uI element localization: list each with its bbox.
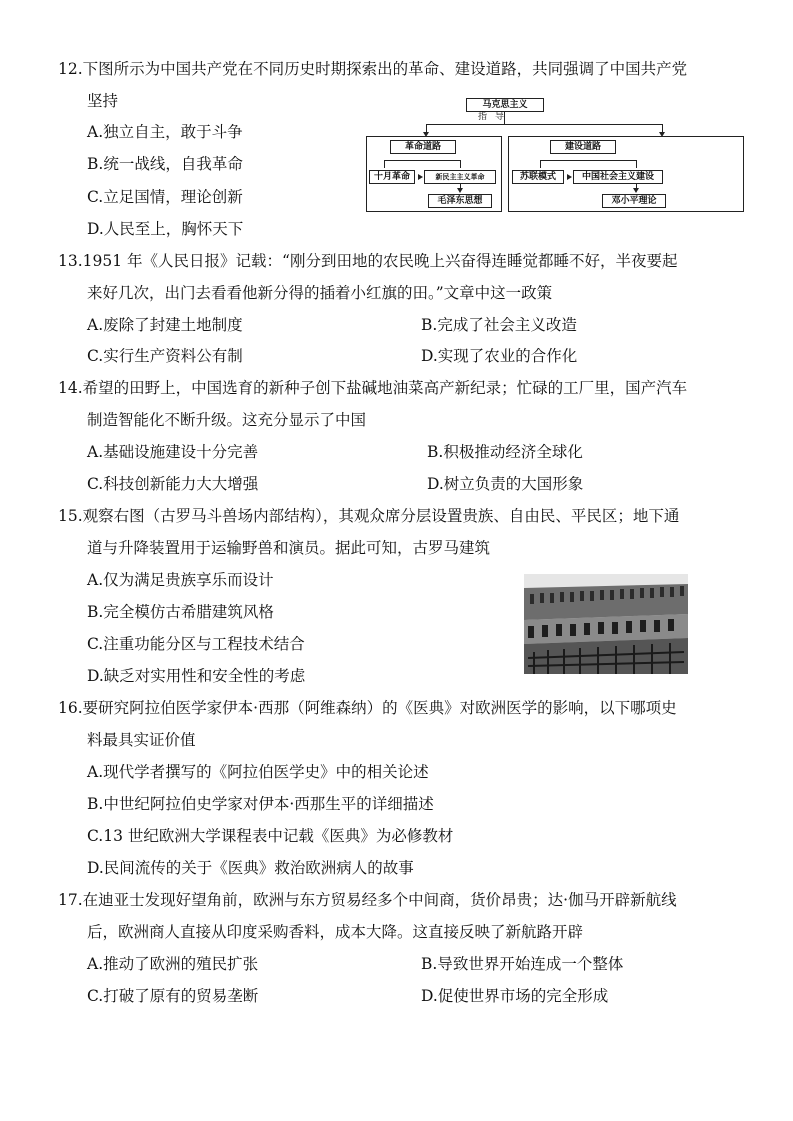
marxism-flow-diagram <box>366 98 744 214</box>
diagram-connector <box>384 160 460 161</box>
question-15-option-c: C.注重功能分区与工程技术结合 <box>87 635 305 653</box>
diagram-guide-label: 指导 <box>478 112 513 122</box>
question-15-option-d: D.缺乏对实用性和安全性的考虑 <box>87 667 306 685</box>
question-17-option-d: D.促使世界市场的完全形成 <box>421 987 609 1005</box>
diagram-connector <box>384 160 385 168</box>
question-16-option-a: A.现代学者撰写的《阿拉伯医学史》中的相关论述 <box>87 763 429 781</box>
question-12-option-b: B.统一战线，自我革命 <box>87 155 243 173</box>
question-15-option-b: B.完全模仿古希腊建筑风格 <box>87 603 274 621</box>
revolution-road-box: 革命道路 <box>390 140 456 154</box>
question-16-option-c: C.13 世纪欧洲大学课程表中记载《医典》为必修教材 <box>87 827 454 845</box>
question-15-option-a: A.仅为满足贵族享乐而设计 <box>87 571 274 589</box>
question-14-stem-line2: 制造智能化不断升级。这充分显示了中国 <box>87 411 367 429</box>
arrow-icon <box>633 188 639 193</box>
new-democratic-revolution-box: 新民主主义革命 <box>424 170 496 184</box>
question-12-option-a: A.独立自主，敢于斗争 <box>87 123 243 141</box>
question-13-option-d: D.实现了农业的合作化 <box>421 347 578 365</box>
diagram-connector <box>460 160 461 168</box>
question-13-option-a: A.废除了封建土地制度 <box>87 316 243 334</box>
question-12-stem-line2: 坚持 <box>87 92 119 110</box>
question-15-stem-line2: 道与升降装置用于运输野兽和演员。据此可知，古罗马建筑 <box>87 539 491 557</box>
question-13-option-c: C.实行生产资料公有制 <box>87 347 243 365</box>
china-socialist-construction-box: 中国社会主义建设 <box>573 170 663 184</box>
diagram-connector <box>540 160 541 168</box>
deng-xiaoping-theory-box: 邓小平理论 <box>602 194 666 208</box>
question-17-option-c: C.打破了原有的贸易垄断 <box>87 987 259 1005</box>
diagram-connector <box>426 124 663 125</box>
question-14-option-c: C.科技创新能力大大增强 <box>87 475 259 493</box>
arrow-icon <box>567 174 572 180</box>
question-16-stem-line2: 料最具实证价值 <box>87 731 196 749</box>
diagram-connector <box>636 160 637 168</box>
question-16-stem-line1: 16.要研究阿拉伯医学家伊本·西那（阿维森纳）的《医典》对欧洲医学的影响，以下哪项史 <box>58 699 677 717</box>
question-17-stem-line2: 后，欧洲商人直接从印度采购香料，成本大降。这直接反映了新航路开辟 <box>87 923 584 941</box>
question-13-stem-line2: 来好几次，出门去看看他新分得的插着小红旗的田。”文章中这一政策 <box>87 284 553 302</box>
question-12-stem-line1: 12.下图所示为中国共产党在不同历史时期探索出的革命、建设道路，共同强调了中国共产党 <box>58 60 688 78</box>
colosseum-photo <box>524 574 688 674</box>
question-16-option-d: D.民间流传的关于《医典》救治欧洲病人的故事 <box>87 859 414 877</box>
mao-zedong-thought-box: 毛泽东思想 <box>428 194 492 208</box>
question-17-option-b: B.导致世界开始连成一个整体 <box>421 955 624 973</box>
diagram-connector <box>540 160 636 161</box>
question-14-option-a: A.基础设施建设十分完善 <box>87 443 259 461</box>
question-16-option-b: B.中世纪阿拉伯史学家对伊本·西那生平的详细描述 <box>87 795 434 813</box>
question-17-stem-line1: 17.在迪亚士发现好望角前，欧洲与东方贸易经多个中间商，货价昂贵；达·伽马开辟新航线 <box>58 891 677 909</box>
question-13-stem-line1: 13.1951 年《人民日报》记载：“刚分到田地的农民晚上兴奋得连睡觉都睡不好，半夜要起 <box>58 252 678 270</box>
october-revolution-box: 十月革命 <box>369 170 415 184</box>
question-14-stem-line1: 14.希望的田野上，中国选育的新种子创下盐碱地油菜高产新纪录；忙碌的工厂里，国产汽车 <box>58 379 688 397</box>
question-14-option-b: B.积极推动经济全球化 <box>427 443 583 461</box>
diagram-top-box: 马克思主义 <box>466 98 544 112</box>
arrow-icon <box>418 174 423 180</box>
question-13-option-b: B.完成了社会主义改造 <box>421 316 577 334</box>
question-15-stem-line1: 15.观察右图（古罗马斗兽场内部结构），其观众席分层设置贵族、自由民、平民区；地下通 <box>58 507 680 525</box>
question-14-option-d: D.树立负责的大国形象 <box>427 475 584 493</box>
question-12-option-d: D.人民至上，胸怀天下 <box>87 220 244 238</box>
soviet-model-box: 苏联模式 <box>512 170 564 184</box>
arrow-icon <box>457 188 463 193</box>
question-12-option-c: C.立足国情，理论创新 <box>87 188 243 206</box>
question-17-option-a: A.推动了欧洲的殖民扩张 <box>87 955 259 973</box>
construction-road-box: 建设道路 <box>550 140 616 154</box>
